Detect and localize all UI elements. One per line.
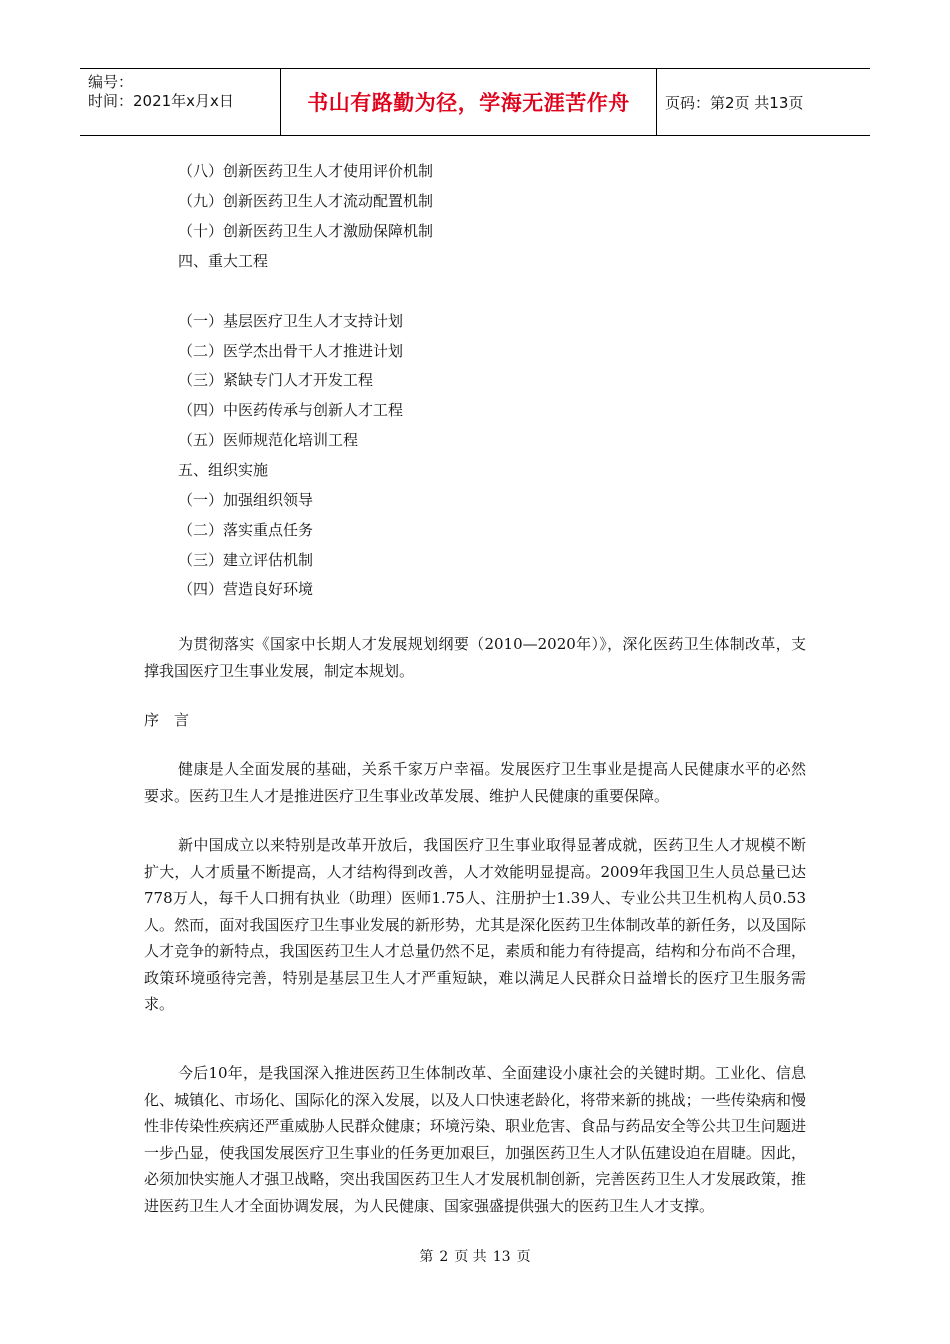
outline-item: （三）建立评估机制 bbox=[178, 551, 314, 569]
section-heading: 五、组织实施 bbox=[178, 461, 269, 479]
outline-item: （四）营造良好环境 bbox=[178, 580, 314, 598]
page-footer bbox=[0, 1246, 950, 1266]
document-number-label: 编号： bbox=[88, 73, 134, 91]
footer-suffix: 页 bbox=[516, 1249, 531, 1265]
outline-item: （三）紧缺专门人才开发工程 bbox=[178, 371, 374, 389]
body-paragraph: 新中国成立以来特别是改革开放后，我国医疗卫生事业取得显著成就，医药卫生人才规模不断扩大，人才质量不断提高，人才结构得到改善，人才效能明显提高。2009年我国卫生人员总量已达778万人，每千人口拥有执业（助理）医师1.75人、注册护士1.39人、专业公共卫生机构人员0.53人。然而，面对我国医疗卫生事业发展的新形势，尤其是深化医药卫生体制改革的新任务，以及国际人才竞争的新特点，我国医药卫生人才总量仍然不足，素质和能力有待提高，结构和分布尚不合理，政策环境亟待完善，特别是基层卫生人才严重短缺，难以满足人民群众日益增长的医疗卫生服务需求。 bbox=[144, 836, 806, 1013]
footer-page: 2 bbox=[439, 1249, 449, 1265]
outline-item: （五）医师规范化培训工程 bbox=[178, 431, 359, 449]
page-header bbox=[80, 68, 870, 136]
outline-item: （二）医学杰出骨干人才推进计划 bbox=[178, 342, 404, 360]
footer-middle: 页 共 bbox=[454, 1249, 487, 1265]
section-heading: 四、重大工程 bbox=[178, 252, 269, 270]
outline-item: （一）基层医疗卫生人才支持计划 bbox=[178, 312, 404, 330]
body-paragraph: 健康是人全面发展的基础，关系千家万户幸福。发展医疗卫生事业是提高人民健康水平的必然要求。医药卫生人才是推进医疗卫生事业改革发展、维护人民健康的重要保障。 bbox=[144, 760, 806, 805]
outline-item: （九）创新医药卫生人才流动配置机制 bbox=[178, 192, 434, 210]
footer-prefix: 第 bbox=[419, 1249, 434, 1265]
outline-item: （一）加强组织领导 bbox=[178, 491, 314, 509]
preface-title: 序 言 bbox=[144, 711, 190, 729]
body-paragraph: 今后10年，是我国深入推进医药卫生体制改革、全面建设小康社会的关键时期。工业化、信息化、城镇化、市场化、国际化的深入发展，以及人口快速老龄化，将带来新的挑战；一些传染病和慢性非传染性疾病还严重威胁人民群众健康；环境污染、职业危害、食品与药品安全等公共卫生问题进一步凸显，使我国发展医疗卫生事业的任务更加艰巨，加强医药卫生人才队伍建设迫在眉睫。因此，必须加快实施人才强卫战略，突出我国医药卫生人才发展机制创新，完善医药卫生人才发展政策，推进医药卫生人才全面协调发展，为人民健康、国家强盛提供强大的医药卫生人才支撑。 bbox=[144, 1064, 806, 1215]
header-meta bbox=[80, 69, 281, 135]
intro-paragraph: 为贯彻落实《国家中长期人才发展规划纲要（2010—2020年）》，深化医药卫生体制改革，支撑我国医疗卫生事业发展，制定本规划。 bbox=[144, 635, 806, 680]
outline-item: （八）创新医药卫生人才使用评价机制 bbox=[178, 162, 434, 180]
header-motto: 书山有路勤为径，学海无涯苦作舟 bbox=[281, 69, 657, 135]
header-page-number: 页码：第2页 共13页 bbox=[665, 93, 804, 112]
outline-item: （二）落实重点任务 bbox=[178, 521, 314, 539]
outline-item: （十）创新医药卫生人才激励保障机制 bbox=[178, 222, 434, 240]
outline-item: （四）中医药传承与创新人才工程 bbox=[178, 401, 404, 419]
document-time-label: 时间：2021年x月x日 bbox=[88, 92, 234, 110]
footer-total: 13 bbox=[492, 1249, 511, 1265]
